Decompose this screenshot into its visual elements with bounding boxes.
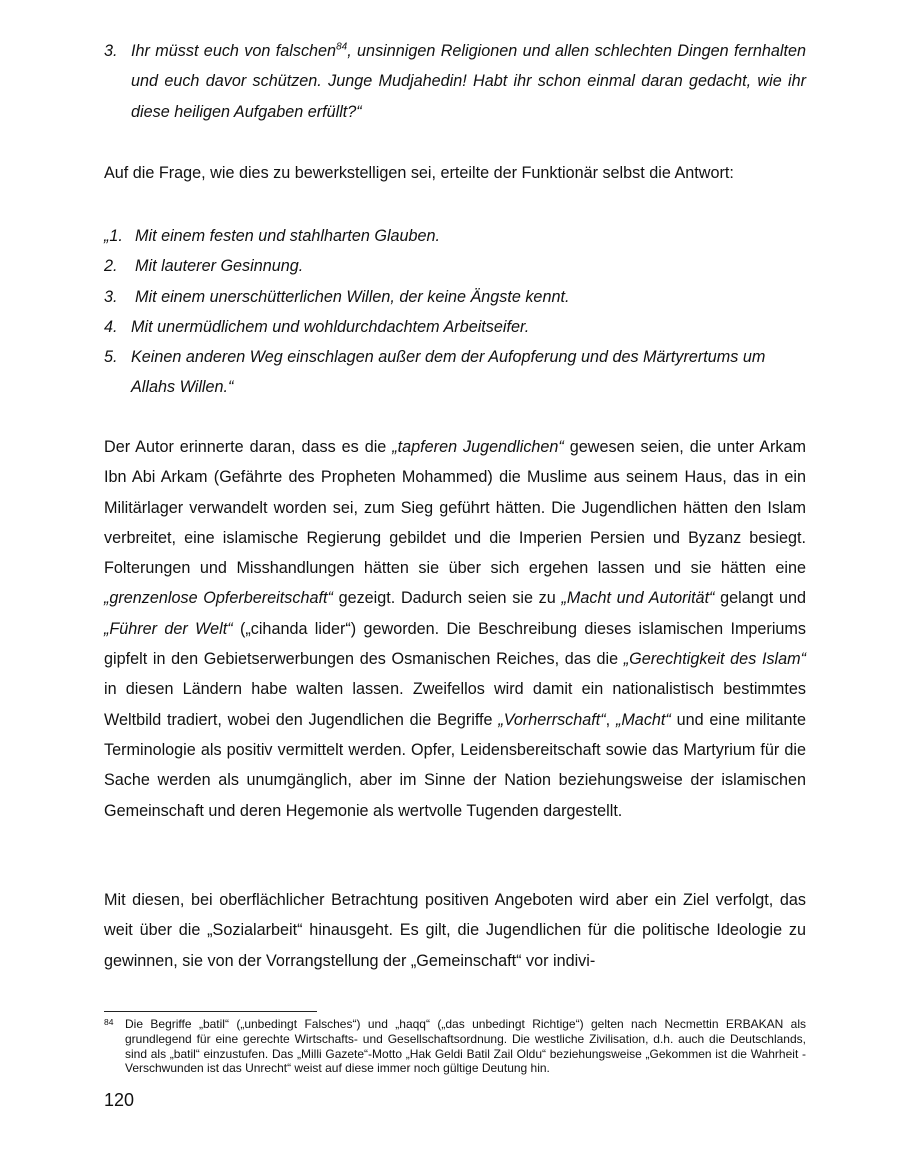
- emphasis-run: „tapferen Jugendlichen“: [392, 438, 564, 456]
- emphasis-run: „grenzenlose Opferbereitschaft“: [104, 589, 333, 608]
- emphasis-run: „Führer der Welt“: [104, 619, 233, 638]
- emphasis-run: „Macht und Autorität“: [561, 589, 715, 608]
- list-item-number: „1.: [104, 227, 123, 245]
- list-item: [104, 251, 806, 281]
- list-item-text: Mit einem festen und stahlharten Glauben.: [135, 227, 441, 245]
- quote-text-part: Ihr müsst euch von falschen: [131, 42, 337, 60]
- list-item: [104, 312, 806, 342]
- list-item-number: 2.: [104, 257, 118, 276]
- quote-item-3: [104, 36, 806, 127]
- list-item-number: 3.: [104, 287, 118, 306]
- list-item: [104, 282, 806, 312]
- text-run: gezeigt. Dadurch seien sie zu: [332, 589, 562, 608]
- list-item-text: Mit lauterer Gesinnung.: [135, 257, 304, 276]
- text-run: („cihanda lider“) geworden. Die Beschreibung dieses islamischen Imperiums gipfelt in den Gebietserwerbungen des Osmanischen Reiches, das die: [104, 619, 806, 669]
- page-number: 120: [104, 1090, 135, 1110]
- emphasis-run: „Gerechtigkeit des Islam“: [623, 650, 807, 669]
- list-item-text: Mit einem unerschütterlichen Willen, der keine Ängste kennt.: [135, 287, 570, 306]
- intro-paragraph: Auf die Frage, wie dies zu bewerkstelligen sei, erteilte der Funktionär selbst die Antwort:: [104, 164, 734, 182]
- text-run: gelangt und: [714, 589, 806, 608]
- list-item-number: 5.: [104, 348, 118, 367]
- list-item-text: Keinen anderen Weg einschlagen außer dem der Aufopferung und des Märtyrertums um Allahs Willen.“: [131, 348, 766, 397]
- quote-item-3-number: 3.: [104, 42, 118, 60]
- footnote-text: Die Begriffe „batil“ („unbedingt Falsches“) und „haqq“ („das unbedingt Richtige“) gelten nach Necmettin ERBAKAN als grundlegend für eine gerechte Wirtschafts- und Gesellschaftsordnung. Die westliche Zivilisation, d.h. auch die Deutschlands, sind als „batil“ einzustufen. Das „Milli Gazete“-Motto „Hak Geldi Batil Zail Oldu“ beziehungsweise „Gekommen ist die Wahrheit - Verschwunden ist das Unrecht“ weist auf diese immer noch gültige Deutung hin.: [125, 1017, 806, 1076]
- list-item-number: 4.: [104, 317, 118, 336]
- text-run: Der Autor erinnerte daran, dass es die: [104, 438, 393, 456]
- answer-list: [104, 221, 806, 403]
- text-run: ,: [605, 710, 616, 729]
- footnote: [104, 1017, 806, 1076]
- quote-text-part: , unsinnigen Religionen und allen schlechten Dingen fernhalten und euch davor schützen. Junge Mudjahedin! Habt ihr schon einmal daran gedacht, wie ihr diese heiligen Aufgaben erfüllt?“: [131, 42, 806, 121]
- list-item: [104, 342, 806, 403]
- emphasis-run: „Vorherrschaft“: [498, 710, 606, 729]
- footnote-number: 84: [104, 1017, 114, 1027]
- last-paragraph: Mit diesen, bei oberflächlicher Betrachtung positiven Angeboten wird aber ein Ziel verfolgt, das weit über die „Sozialarbeit“ hinausgeht. Es gilt, die Jugendlichen für die politische Ideologie zu gewinnen, sie von der Vorrangstellung der „Gemeinschaft“ vor indivi-: [104, 891, 806, 970]
- quote-item-3-text: [131, 36, 806, 127]
- list-item-text: Mit unermüdlichem und wohldurchdachtem Arbeitseifer.: [131, 317, 530, 336]
- emphasis-run: „Macht“: [615, 710, 671, 729]
- text-run: gewesen seien, die unter Arkam Ibn Abi Arkam (Gefährte des Propheten Mohammed) die Muslime aus seinem Haus, das in ein Militärlager verwandelt worden sei, zum Sieg geführt hätten. Die Jugendlichen hätten den Islam verbreitet, eine islamische Regierung gebildet und die Imperien Persien und Byzanz besiegt. Folterungen und Misshandlungen hätten sie über sich ergehen lassen und sie hätten eine: [104, 438, 806, 578]
- footnote-reference: 84: [336, 41, 348, 53]
- footnote-divider: [104, 1011, 317, 1012]
- list-item: [104, 221, 806, 251]
- text-run: und eine militante Terminologie als positiv vermittelt werden. Opfer, Leidensbereitschaft sowie das Martyrium für die Sache werden als unumgänglich, aber im Sinne der Nation beziehungsweise der islamischen Gemeinschaft und deren Hegemonie als wertvolle Tugenden dargestellt.: [104, 710, 806, 820]
- text-run: in diesen Ländern habe walten lassen. Zweifellos wird damit ein nationalistisch bestimmtes Weltbild tradiert, wobei den Jugendlichen die Begriffe: [104, 680, 806, 729]
- main-paragraph: [104, 432, 806, 826]
